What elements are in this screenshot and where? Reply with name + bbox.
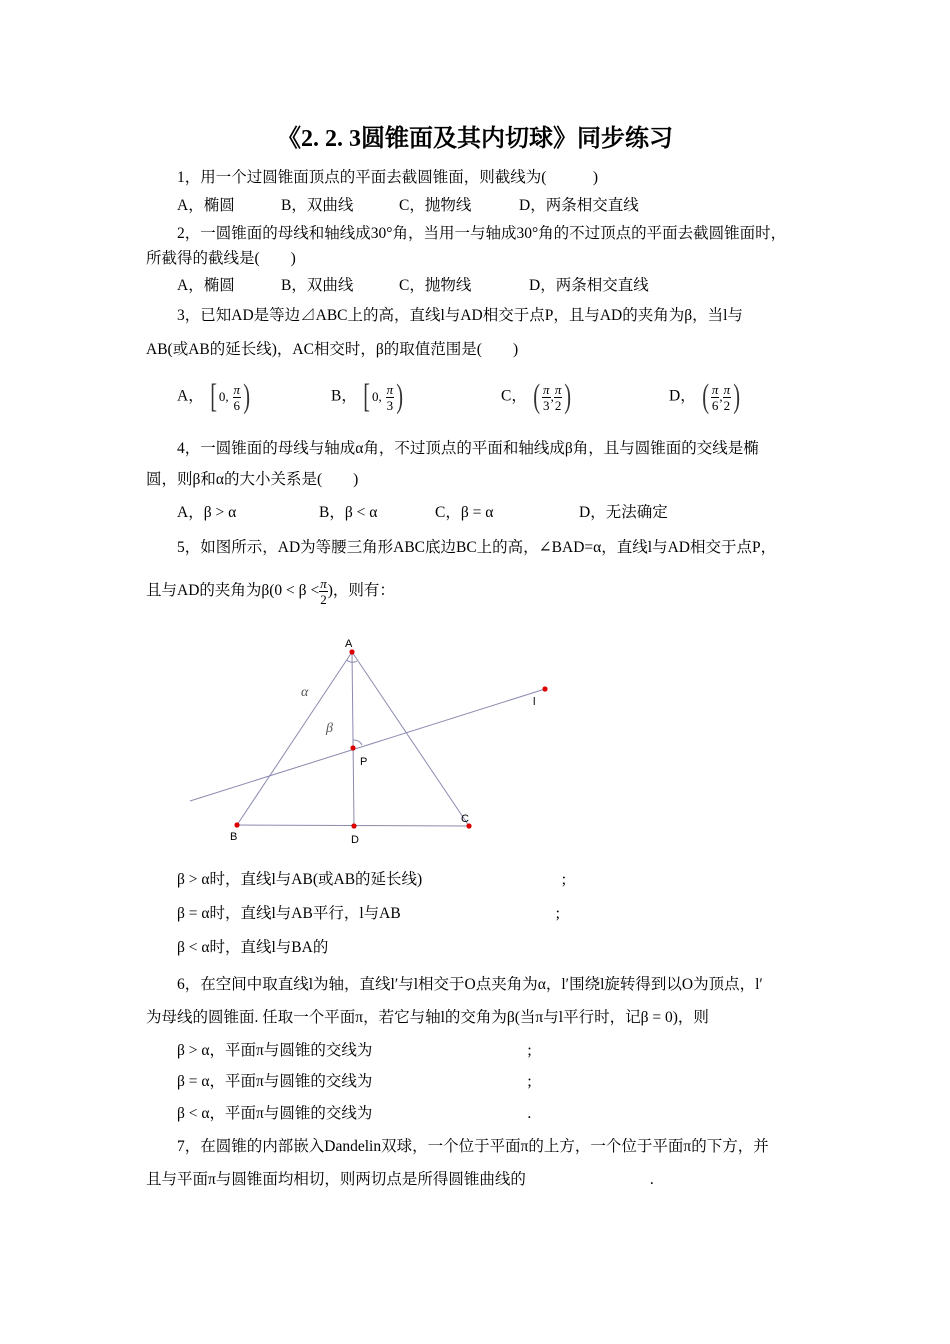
q6-answer-1: β > α，平面π与圆锥的交线为 ; <box>177 1042 532 1059</box>
q4-option-c: C，β = α <box>435 504 494 521</box>
point-b <box>234 822 239 827</box>
q1-option-b: B，双曲线 <box>281 197 354 214</box>
q7-stem-line2: 且与平面π与圆锥面均相切，则两切点是所得圆锥曲线的 . <box>146 1171 654 1188</box>
q6-stem-line2: 为母线的圆锥面. 任取一个平面π，若它与轴l的交角为β(当π与l平行时，记β = 0)，则 <box>146 1009 709 1026</box>
q4-stem-line2: 圆，则β和α的大小关系是( ) <box>146 471 359 488</box>
q5-stem-line1: 5，如图所示，AD为等腰三角形ABC底边BC上的高，∠BAD=α，直线l与AD相交于点P， <box>177 539 777 556</box>
q4-option-a: A，β > α <box>177 504 237 521</box>
q2-option-c: C，抛物线 <box>399 277 472 294</box>
q3-stem-line2: AB(或AB的延长线)，AC相交时，β的取值范围是( ) <box>146 341 519 358</box>
label-b: B <box>230 831 238 843</box>
line-l <box>190 689 545 801</box>
q3-option-c: C， ( $\frac{\pi}{3}$ , $\frac{\pi}{2}$ ) <box>501 378 572 415</box>
label-c: C <box>461 813 469 825</box>
q5-answer-1: β > α时，直线l与AB(或AB的延长线) ; <box>177 871 566 888</box>
point-p <box>350 745 355 750</box>
q1-option-c: C，抛物线 <box>399 197 472 214</box>
point-l <box>542 686 547 691</box>
beta-arc <box>353 740 362 745</box>
q4-stem-line1: 4，一圆锥面的母线与轴成α角，不过顶点的平面和轴线成β角，且与圆锥面的交线是椭 <box>177 440 759 457</box>
q3-stem-line1: 3，已知AD是等边⊿ABC上的高，直线l与AD相交于点P，且与AD的夹角为β，当l与 <box>177 307 743 324</box>
label-a: A <box>345 638 353 650</box>
q6-stem-line1: 6，在空间中取直线l为轴，直线l′与l相交于O点夹角为α，l′围绕l旋转得到以O为顶点，l′ <box>177 976 763 993</box>
q1-option-a: A，椭圆 <box>177 197 235 214</box>
label-p: P <box>360 756 368 768</box>
q1-stem: 1，用一个过圆锥面顶点的平面去截圆锥面，则截线为( ) <box>177 169 599 186</box>
q3-option-a: A， [ 0, $\frac{\pi}{6}$ ) <box>177 378 251 415</box>
label-d: D <box>351 834 359 846</box>
q2-stem-line2: 所截得的截线是( ) <box>146 250 296 267</box>
q2-option-d: D，两条相交直线 <box>529 277 649 294</box>
segment-ad <box>352 652 354 826</box>
q3-option-b: B， [ 0, $\frac{\pi}{3}$ ) <box>331 378 404 415</box>
q5-answer-2: β = α时，直线l与AB平行，l与AB ; <box>177 905 560 922</box>
q4-option-d: D，无法确定 <box>579 504 668 521</box>
q2-option-a: A，椭圆 <box>177 277 235 294</box>
q4-option-b: B，β < α <box>319 504 378 521</box>
q5-stem-line2: 且与AD的夹角为β(0 < β < $\frac{\pi}{2}$ )，则有： <box>146 576 395 607</box>
label-l: l <box>533 696 536 708</box>
q5-answer-3: β < α时，直线l与BA的 <box>177 939 329 956</box>
page-title: 《2. 2. 3圆锥面及其内切球》同步练习 <box>277 126 673 152</box>
q2-option-b: B，双曲线 <box>281 277 354 294</box>
segment-ac <box>352 652 469 826</box>
segment-ab <box>237 652 352 825</box>
q6-answer-2: β = α，平面π与圆锥的交线为 ; <box>177 1073 532 1090</box>
q7-stem-line1: 7，在圆锥的内部嵌入Dandelin双球，一个位于平面π的上方，一个位于平面π的下方，并 <box>177 1138 769 1155</box>
triangle-figure <box>180 630 560 850</box>
label-alpha: α <box>301 685 309 700</box>
q2-stem-line1: 2，一圆锥面的母线和轴线成30°角，当用一与轴成30°角的不过顶点的平面去截圆锥面时， <box>177 225 787 242</box>
q3-option-d: D， ( $\frac{\pi}{6}$ , $\frac{\pi}{2}$ ) <box>669 378 741 415</box>
q1-option-d: D，两条相交直线 <box>519 197 639 214</box>
label-beta: β <box>326 721 333 736</box>
q6-answer-3: β < α，平面π与圆锥的交线为 . <box>177 1105 532 1122</box>
point-d <box>351 823 356 828</box>
point-a <box>349 649 354 654</box>
